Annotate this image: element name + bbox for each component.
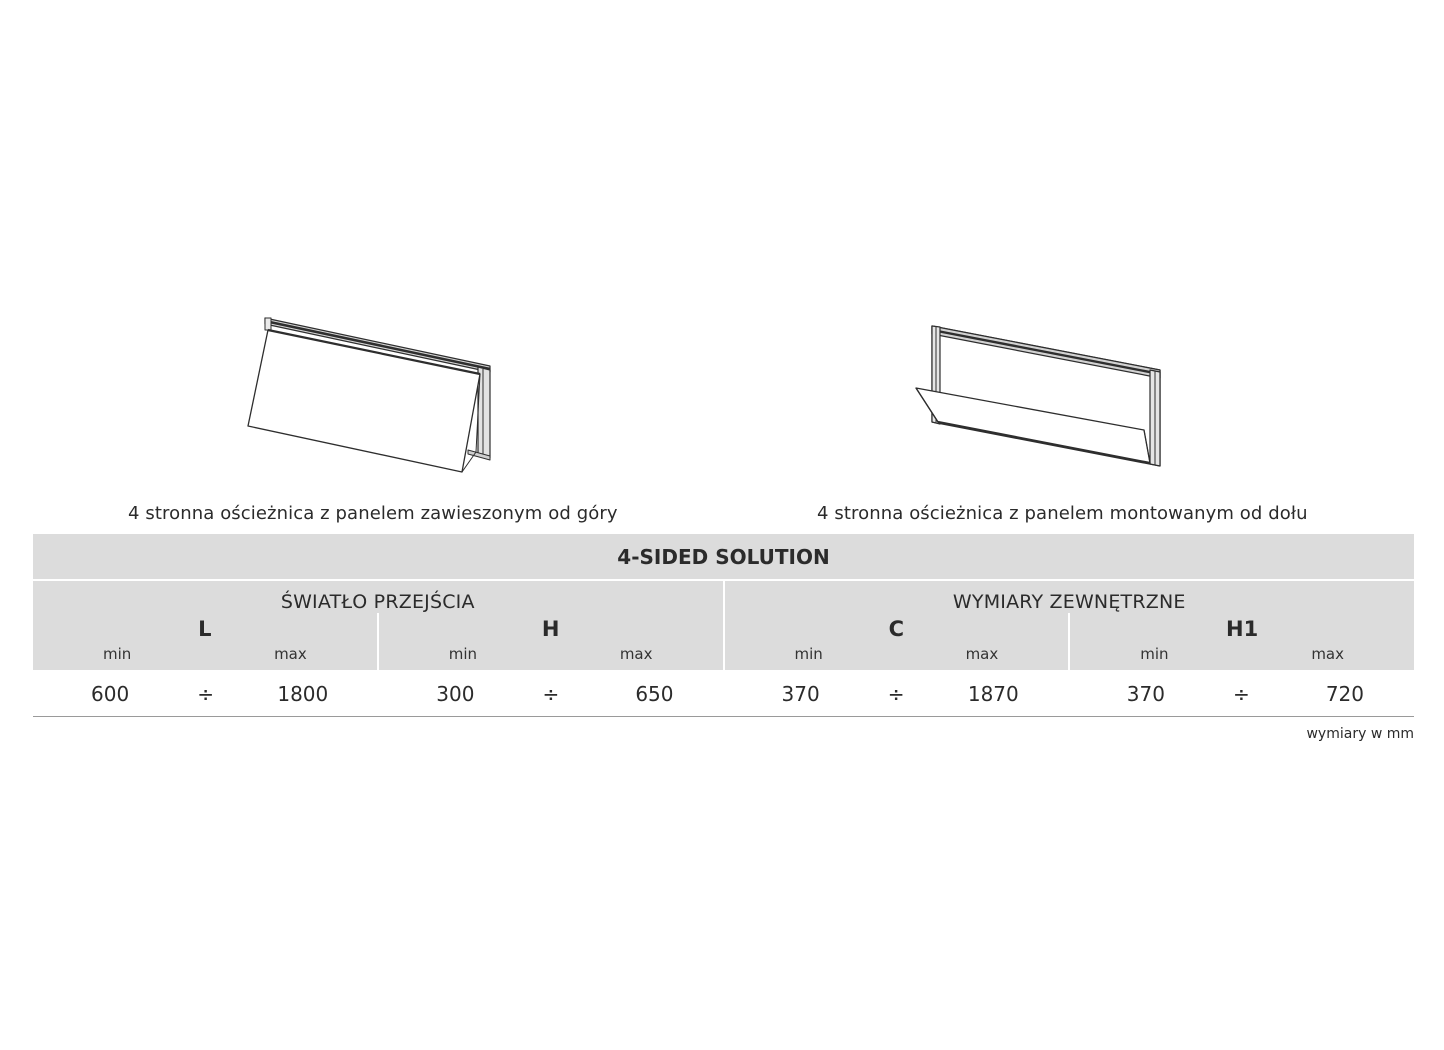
min-value: 600 bbox=[91, 682, 130, 706]
units-note: wymiary w mm bbox=[1306, 726, 1414, 742]
dim-symbol: L bbox=[198, 617, 212, 641]
frame-panel-hinged-bottom-icon bbox=[910, 318, 1170, 473]
value-cell-h1 bbox=[1069, 670, 1414, 716]
range-separator: ÷ bbox=[197, 682, 214, 706]
table-title: 4-SIDED SOLUTION bbox=[33, 534, 1414, 579]
max-value: 1870 bbox=[967, 682, 1019, 706]
group-title: ŚWIATŁO PRZEJŚCIA bbox=[280, 591, 475, 613]
max-label: max bbox=[619, 645, 653, 663]
dim-header-h1 bbox=[1068, 613, 1414, 670]
min-label: min bbox=[103, 645, 132, 663]
table-header bbox=[33, 581, 1414, 670]
frame-panel-hinged-top-icon bbox=[240, 312, 500, 477]
max-value: 1800 bbox=[277, 682, 329, 706]
min-value: 300 bbox=[436, 682, 475, 706]
value-cell-c bbox=[724, 670, 1069, 716]
max-label: max bbox=[1311, 645, 1344, 663]
value-cell-l bbox=[33, 670, 378, 716]
dim-header-h bbox=[377, 613, 723, 670]
group-title: WYMIARY ZEWNĘTRZNE bbox=[952, 591, 1186, 613]
dim-symbol: C bbox=[888, 617, 905, 641]
range-separator: ÷ bbox=[887, 682, 905, 706]
min-label: min bbox=[794, 645, 823, 663]
dim-header-c bbox=[725, 613, 1069, 670]
min-label: min bbox=[1140, 645, 1169, 663]
max-value: 720 bbox=[1325, 682, 1364, 706]
max-value: 650 bbox=[635, 682, 674, 706]
dimensions-table bbox=[33, 534, 1414, 717]
range-separator: ÷ bbox=[1232, 682, 1250, 706]
value-cell-h bbox=[378, 670, 723, 716]
dim-header-l bbox=[33, 613, 377, 670]
min-label: min bbox=[448, 645, 478, 663]
dim-symbol: H bbox=[541, 617, 560, 641]
group-passage-opening bbox=[33, 581, 723, 670]
group-external-dimensions bbox=[723, 581, 1415, 670]
min-value: 370 bbox=[781, 682, 820, 706]
max-label: max bbox=[965, 645, 999, 663]
caption-top-hung-panel: 4 stronna ościeżnica z panelem zawieszonym od góry bbox=[128, 503, 618, 524]
min-value: 370 bbox=[1126, 682, 1165, 706]
caption-bottom-mounted-panel: 4 stronna ościeżnica z panelem montowanym od dołu bbox=[817, 503, 1308, 524]
max-label: max bbox=[274, 645, 307, 663]
table-row bbox=[33, 670, 1414, 717]
range-separator: ÷ bbox=[542, 682, 560, 706]
dim-symbol: H1 bbox=[1226, 617, 1259, 641]
